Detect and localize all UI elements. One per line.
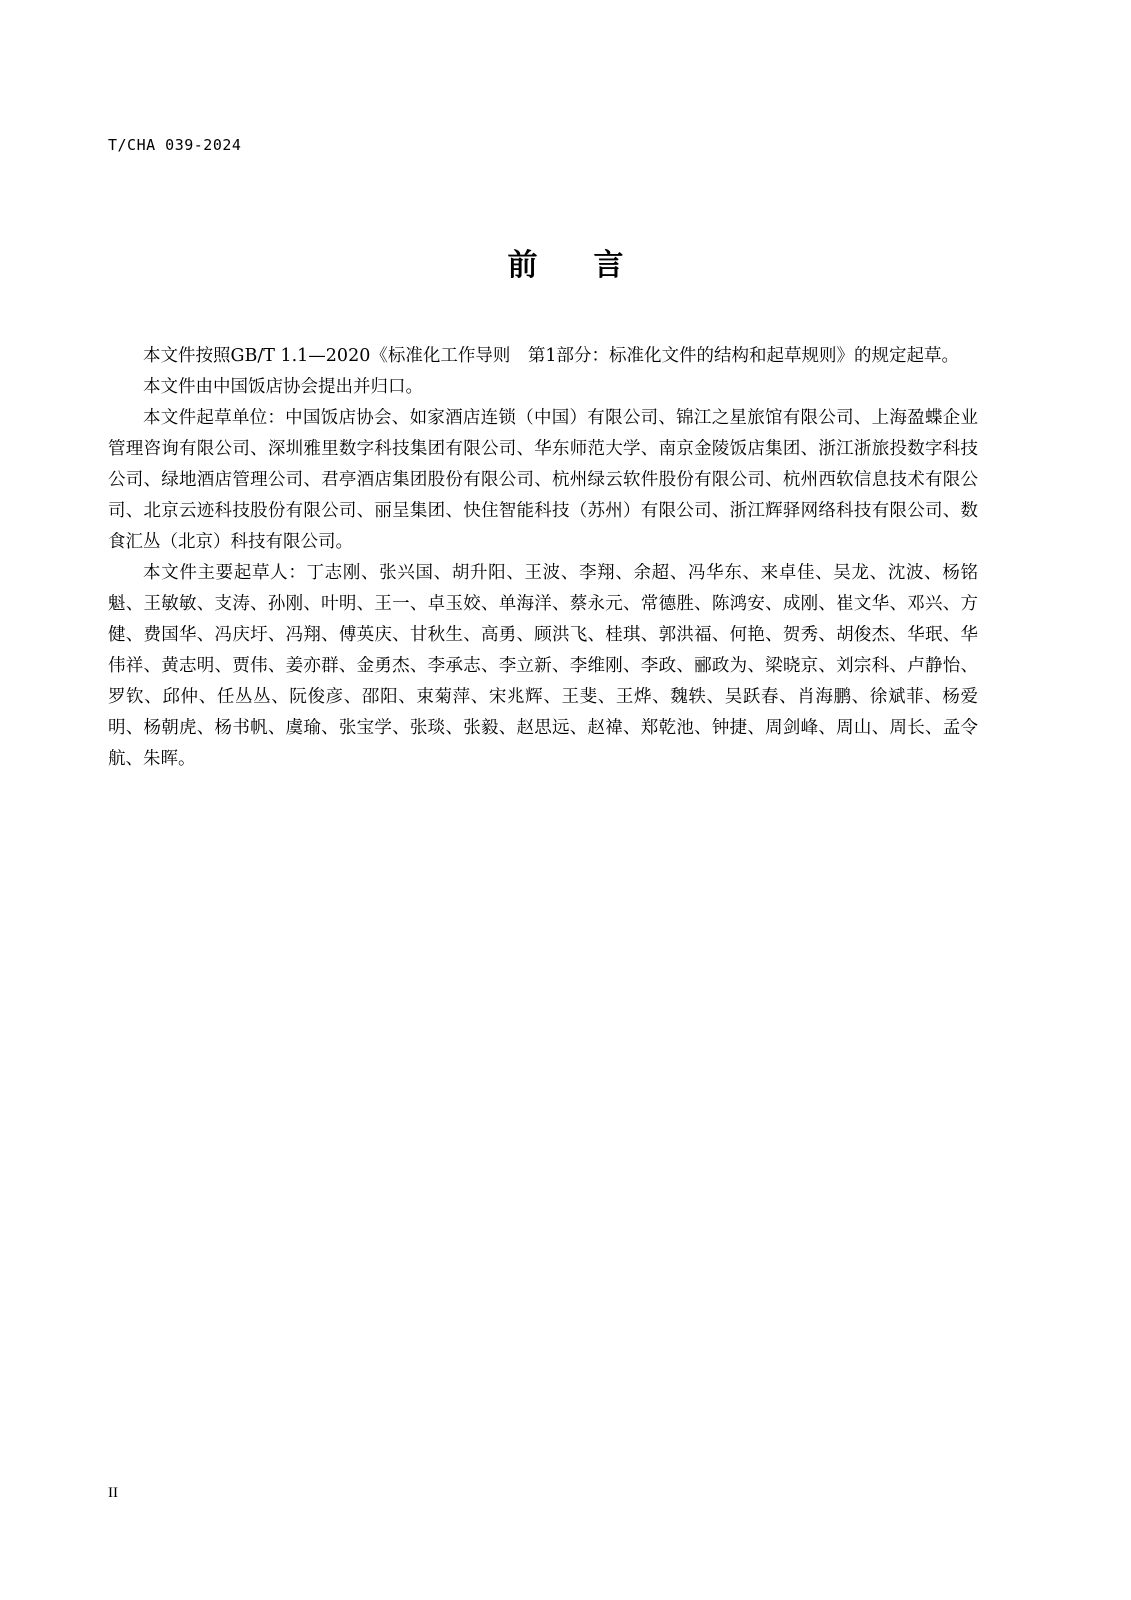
document-code: T/CHA 039-2024 — [108, 136, 242, 154]
paragraph-proposer: 本文件由中国饭店协会提出并归口。 — [143, 377, 423, 397]
paragraph-drafting-units: 本文件起草单位：中国饭店协会、如家酒店连锁（中国）有限公司、锦江之星旅馆有限公司、上海盈蝶企业管理咨询有限公司、深圳雅里数字科技集团有限公司、华东师范大学、南京金陵饭店集团、浙江浙旅投数字科技公司、绿地酒店管理公司、君亭酒店集团股份有限公司、杭州绿云软件股份有限公司、杭州西软信息技术有限公司、北京云迹科技股份有限公司、丽呈集团、快住智能科技（苏州）有限公司、浙江辉驿网络科技有限公司、数食汇丛（北京）科技有限公司。 — [108, 408, 978, 552]
page-title: 前言 — [507, 248, 680, 283]
page-number: II — [108, 1485, 118, 1501]
foreword-body — [108, 341, 978, 775]
paragraph-drafting-rules: 本文件按照GB/T 1.1—2020《标准化工作导则 第1部分：标准化文件的结构和起草规则》的规定起草。 — [143, 346, 959, 366]
paragraph-drafters: 本文件主要起草人：丁志刚、张兴国、胡升阳、王波、李翔、余超、冯华东、来卓佳、吴龙、沈波、杨铭魁、王敏敏、支涛、孙刚、叶明、王一、卓玉姣、单海洋、蔡永元、常德胜、陈鸿安、成刚、崔文华、邓兴、方健、费国华、冯庆圩、冯翔、傅英庆、甘秋生、高勇、顾洪飞、桂琪、郭洪福、何艳、贺秀、胡俊杰、华珉、华伟祥、黄志明、贾伟、姜亦群、金勇杰、李承志、李立新、李维刚、李政、郦政为、梁晓京、刘宗科、卢静怡、罗钦、邱仲、任丛丛、阮俊彦、邵阳、束菊萍、宋兆辉、王斐、王烨、魏轶、吴跃春、肖海鹏、徐斌菲、杨爱明、杨朝虎、杨书帆、虞瑜、张宝学、张琰、张毅、赵思远、赵禕、郑乾池、钟捷、周剑峰、周山、周长、孟令航、朱晖。 — [108, 563, 978, 769]
